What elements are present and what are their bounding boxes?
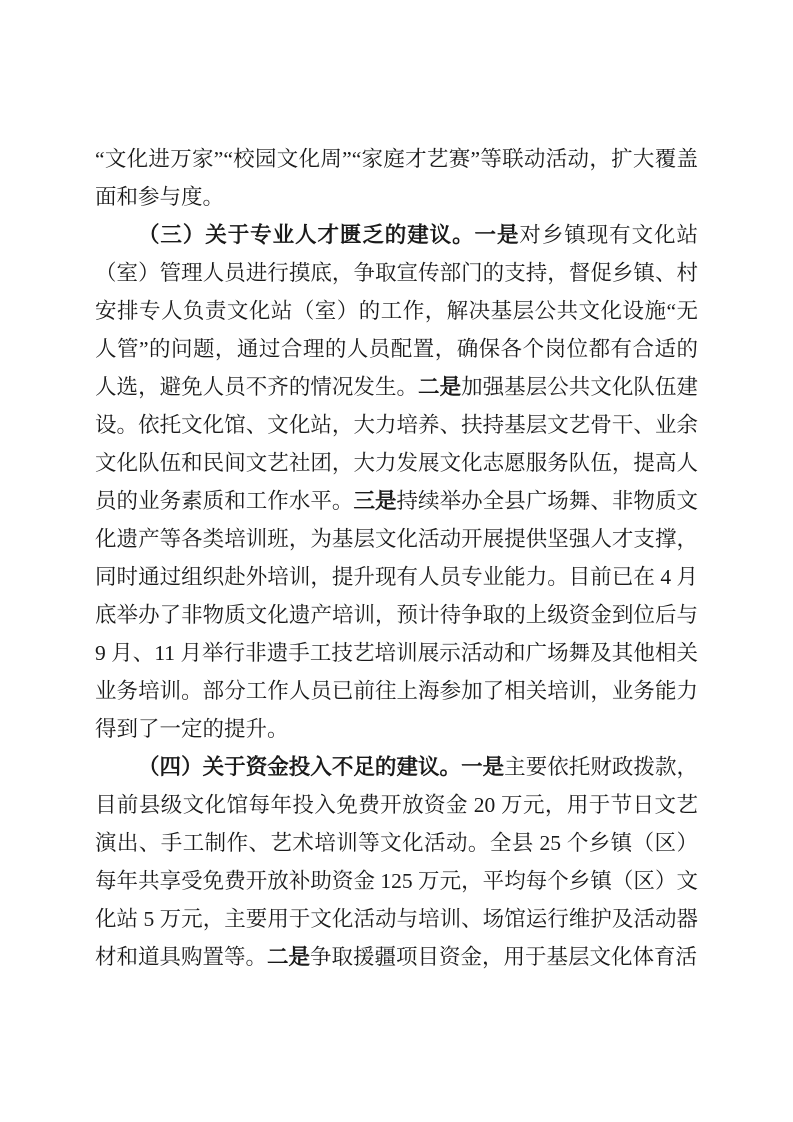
paragraph-text: 争取援疆项目资金，用于基层文化体育活 [310, 945, 698, 969]
list-marker: 三是 [353, 489, 397, 513]
section-heading: （三）关于专业人才匮乏的建议。一是 [138, 223, 520, 247]
list-marker: 二是 [267, 945, 311, 969]
paragraph-text: 加强基层公共文化队伍建设。依托文化馆、文化站，大力培养、扶持基层文艺骨干、业余文化队伍和民间文艺社团，大力发展文化志愿服务队伍，提高人员的业务素质和工作水平。 [95, 375, 698, 513]
paragraph-continuation [95, 140, 698, 216]
list-marker: 二是 [418, 375, 462, 399]
paragraph-section-4 [95, 748, 698, 976]
paragraph-text: 对乡镇现有文化站（室）管理人员进行摸底，争取宣传部门的支持，督促乡镇、村安排专人负责文化站（室）的工作，解决基层公共文化设施“无人管”的问题，通过合理的人员配置，确保各个岗位都有合适的人选，避免人员不齐的情况发生。 [95, 223, 698, 399]
paragraph-text: “文化进万家”“校园文化周”“家庭才艺赛”等联动活动，扩大覆盖面和参与度。 [95, 147, 698, 209]
paragraph-section-3 [95, 216, 698, 748]
section-heading: （四）关于资金投入不足的建议。一是 [138, 755, 505, 779]
paragraph-text: 持续举办全县广场舞、非物质文化遗产等各类培训班，为基层文化活动开展提供坚强人才支撑，同时通过组织赴外培训，提升现有人员专业能力。目前已在 4 月底举办了非物质文化遗产培训，预计待争取的上级资金到位后与 9 月、11 月举行非遗手工技艺培训展示活动和广场舞及其他相关业务培训。部分工作人员已前往上海参加了相关培训，业务能力得到了一定的提升。 [95, 489, 698, 741]
paragraph-text: 主要依托财政拨款，目前县级文化馆每年投入免费开放资金 20 万元，用于节日文艺演出、手工制作、艺术培训等文化活动。全县 25 个乡镇（区）每年共享受免费开放补助资金 125 万元，平均每个乡镇（区）文化站 5 万元，主要用于文化活动与培训、场馆运行维护及活动器材和道具购置等。 [95, 755, 698, 969]
